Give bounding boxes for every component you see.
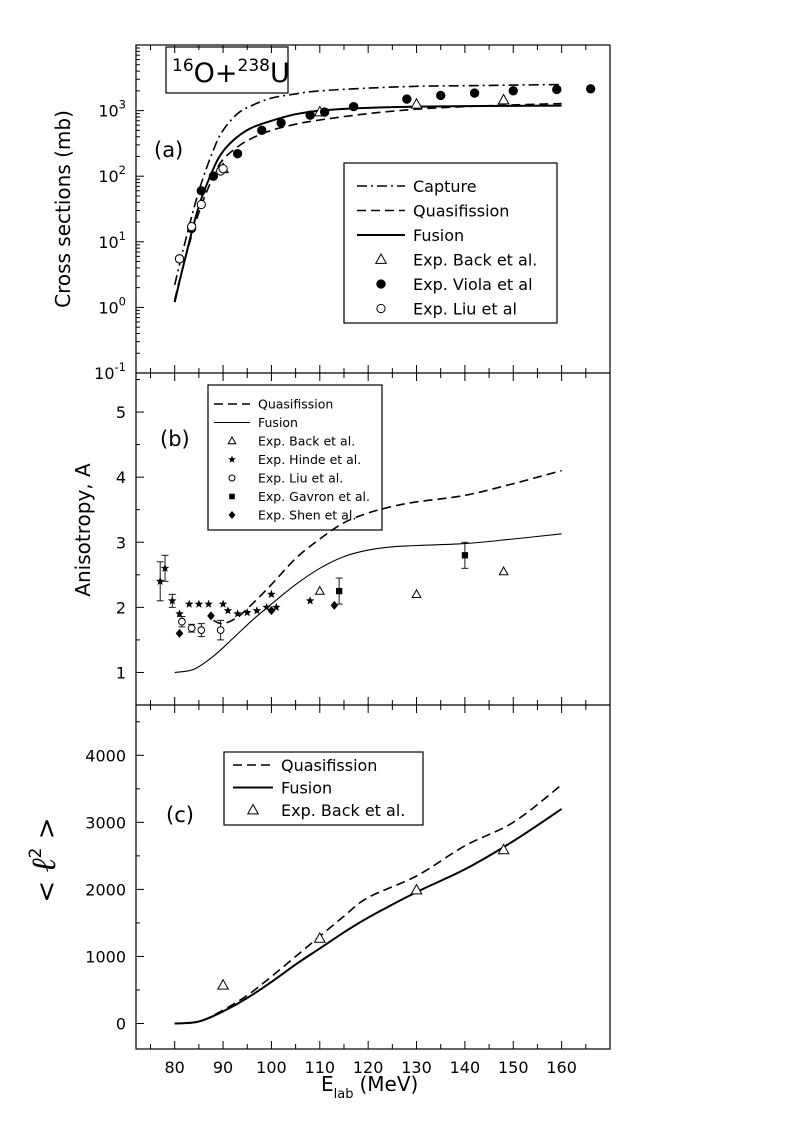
data-point-b <box>306 596 315 604</box>
series-line-b <box>175 534 562 673</box>
legend-label-a: Fusion <box>413 226 465 245</box>
legend-label-a: Quasifission <box>413 201 510 221</box>
x-tick-label: 110 <box>304 1058 336 1077</box>
data-point-a <box>276 118 285 127</box>
x-tick-label: 150 <box>497 1058 529 1077</box>
data-point-a <box>233 149 242 158</box>
data-point-a <box>552 85 561 94</box>
y-tick-label: 4000 <box>85 746 126 766</box>
y-axis-label-c-exponent: 2 <box>26 847 46 859</box>
y-axis-label-c: < ℓ$^2$ > <box>24 817 64 903</box>
series-line-c <box>175 809 562 1024</box>
data-point-a <box>187 223 195 231</box>
y-tick-label: $10^1$ <box>98 228 126 252</box>
data-point-a <box>498 95 508 104</box>
panel-label-b: (b) <box>160 427 190 451</box>
data-point-a <box>402 94 411 103</box>
y-tick-label: $10^{-1}$ <box>94 360 126 383</box>
data-point-b <box>176 629 184 638</box>
panel-a <box>51 47 290 308</box>
y-tick-label: 0 <box>115 1014 126 1034</box>
legend-marker-b <box>229 475 235 481</box>
data-point-a <box>349 102 358 111</box>
y-tick-label: $10^3$ <box>98 97 126 121</box>
legend-label-b: Exp. Back et al. <box>258 433 356 449</box>
data-point-b <box>188 625 195 632</box>
x-axis-label-sub: lab <box>333 1087 354 1102</box>
data-point-a <box>197 200 205 208</box>
data-point-b <box>204 600 213 608</box>
data-point-a <box>586 84 595 93</box>
legend-label-b: Exp. Gavron et al. <box>258 489 370 504</box>
data-point-a <box>257 126 266 135</box>
data-point-b <box>316 587 325 595</box>
y-axis-label-b: Anisotropy, A <box>71 463 95 597</box>
y-axis-label-a: Cross sections (mb) <box>51 110 75 308</box>
data-point-b <box>412 590 421 598</box>
data-point-b <box>195 600 204 608</box>
panel-b <box>71 427 190 597</box>
legend-marker-a <box>377 304 385 312</box>
panel-label-c: (c) <box>166 803 194 827</box>
legend-label-b: Quasifission <box>258 396 334 412</box>
legend-label-c: Fusion <box>281 778 333 798</box>
x-tick-label: 90 <box>212 1058 234 1077</box>
data-point-c <box>218 980 228 989</box>
data-point-b <box>499 567 508 575</box>
data-point-a <box>305 111 314 120</box>
y-tick-label: 1 <box>115 663 126 683</box>
data-point-a <box>436 91 445 100</box>
data-point-a <box>509 86 518 95</box>
legend-label-b: Fusion <box>258 415 298 430</box>
data-point-b <box>207 611 215 620</box>
data-point-b <box>217 627 224 634</box>
reaction-mass-2: 238 <box>237 56 270 76</box>
y-axis-label-c-symbol: ℓ <box>24 858 64 873</box>
x-axis-label-main: E <box>321 1072 334 1096</box>
y-tick-label: 2000 <box>85 880 126 900</box>
legend-label-a: Capture <box>413 177 477 196</box>
data-point-b <box>233 609 242 617</box>
x-tick-label: 140 <box>449 1058 481 1077</box>
y-tick-label: 3 <box>115 533 126 553</box>
data-point-b <box>336 588 342 594</box>
data-point-b <box>243 608 252 616</box>
data-point-b <box>462 552 468 558</box>
data-point-a <box>411 99 421 108</box>
legend-marker-b <box>229 494 235 500</box>
legend-label-a: Exp. Liu et al <box>413 299 517 319</box>
legend-label-b: Exp. Liu et al. <box>258 470 344 486</box>
y-tick-label: 1000 <box>85 947 126 967</box>
x-axis-label-unit: (MeV) <box>359 1072 419 1096</box>
y-tick-label: 4 <box>115 468 126 488</box>
x-tick-label: 160 <box>546 1058 577 1077</box>
data-point-c <box>315 933 325 942</box>
data-point-b <box>267 590 276 598</box>
data-point-b <box>179 618 186 625</box>
legend-label-b: Exp. Shen et al. <box>258 507 357 523</box>
reaction-element-1: O+ <box>193 58 238 89</box>
legend-label-a: Exp. Back et al. <box>413 250 538 270</box>
data-point-a <box>470 88 479 97</box>
data-point-b <box>185 600 194 608</box>
y-tick-label: $10^2$ <box>98 163 126 187</box>
y-tick-label: 2 <box>115 598 126 618</box>
reaction-mass-1: 16 <box>172 56 194 76</box>
data-point-b <box>224 606 233 614</box>
legend-label-c: Quasifission <box>281 756 378 775</box>
data-point-a <box>197 186 206 195</box>
y-tick-label: $10^0$ <box>98 294 126 318</box>
x-tick-label: 80 <box>164 1058 185 1077</box>
data-point-b <box>330 601 338 610</box>
x-tick-label: 100 <box>256 1058 287 1077</box>
legend-label-c: Exp. Back et al. <box>281 801 406 820</box>
legend-marker-a <box>376 279 385 288</box>
data-point-b <box>198 627 205 634</box>
data-point-a <box>219 165 227 173</box>
legend-label-b: Exp. Hinde et al. <box>258 452 362 467</box>
x-tick-label: 120 <box>352 1058 384 1077</box>
data-point-a <box>175 255 183 263</box>
data-point-a <box>320 107 329 116</box>
x-tick-label: 130 <box>401 1058 432 1077</box>
y-tick-label: 5 <box>115 403 126 423</box>
legend-label-a: Exp. Viola et al <box>413 275 533 294</box>
reaction-element-2: U <box>269 58 290 89</box>
y-tick-label: 3000 <box>85 813 126 833</box>
panel-label-a: (a) <box>154 138 184 162</box>
data-point-b <box>219 600 228 608</box>
